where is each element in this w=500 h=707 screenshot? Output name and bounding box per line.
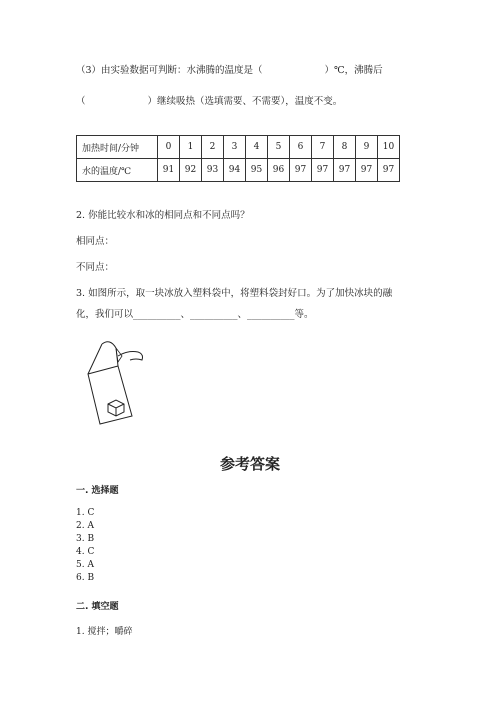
table-cell: 9	[356, 136, 378, 159]
table-cell: 3	[224, 136, 246, 159]
table-cell: 5	[268, 136, 290, 159]
answer-item: 1. 搅拌；嚼碎	[76, 627, 133, 637]
exp-question-line-2	[76, 93, 342, 107]
answer-item: 3. B	[76, 534, 95, 544]
question-3-line-2: 化，我们可以__________、__________、__________等。	[76, 309, 314, 320]
exp-question-line-1	[76, 62, 383, 76]
table-cell: 97	[290, 159, 312, 182]
answer-item: 4. C	[76, 547, 95, 557]
answer-key-title: 参考答案	[219, 455, 280, 473]
table-cell: 97	[356, 159, 378, 182]
exp-q-text-a: （3）由实验数据可判断：水沸腾的温度是（	[76, 65, 263, 76]
section-fill-title: 二. 填空题	[76, 602, 119, 612]
answer-item: 6. B	[76, 573, 95, 583]
table-header-temp: 水的温度/℃	[77, 159, 158, 182]
answer-item: 2. A	[76, 521, 94, 531]
table-cell: 97	[334, 159, 356, 182]
table-row-time	[77, 136, 400, 159]
table-cell: 1	[180, 136, 202, 159]
table-cell: 8	[334, 136, 356, 159]
table-cell: 97	[312, 159, 334, 182]
table-cell: 93	[202, 159, 224, 182]
exp-q-text-d: ）继续吸热（选填需要、不需要），温度不变。	[147, 96, 343, 107]
table-cell: 91	[158, 159, 180, 182]
diff-points-label: 不同点：	[76, 262, 115, 273]
ice-cube-icon	[108, 400, 124, 416]
bag-knot-icon	[102, 342, 116, 348]
table-row-temp	[77, 159, 400, 182]
table-cell: 96	[268, 159, 290, 182]
answer-item: 5. A	[76, 560, 94, 570]
table-cell: 97	[378, 159, 400, 182]
table-header-time: 加热时间/分钟	[77, 136, 158, 159]
question-3-line-1: 3. 如图所示，取一块冰放入塑料袋中，将塑料袋封好口。为了加快冰块的融	[76, 288, 393, 299]
exp-q-text-b: ）℃，沸腾后	[324, 65, 383, 76]
exp-q-text-c: （	[76, 96, 86, 107]
table-cell: 94	[224, 159, 246, 182]
ice-bag-illustration	[80, 336, 160, 426]
bag-outline-icon	[88, 366, 132, 424]
table-cell: 95	[246, 159, 268, 182]
table-cell: 7	[312, 136, 334, 159]
table-cell: 6	[290, 136, 312, 159]
table-cell: 10	[378, 136, 400, 159]
same-points-label: 相同点：	[76, 236, 115, 247]
question-2: 2. 你能比较水和冰的相同点和不同点吗？	[76, 210, 250, 221]
section-choice-title: 一. 选择题	[76, 486, 119, 496]
table-cell: 92	[180, 159, 202, 182]
table-cell: 0	[158, 136, 180, 159]
table-cell: 2	[202, 136, 224, 159]
table-cell: 4	[246, 136, 268, 159]
answer-item: 1. C	[76, 508, 95, 518]
temperature-table	[76, 135, 400, 182]
